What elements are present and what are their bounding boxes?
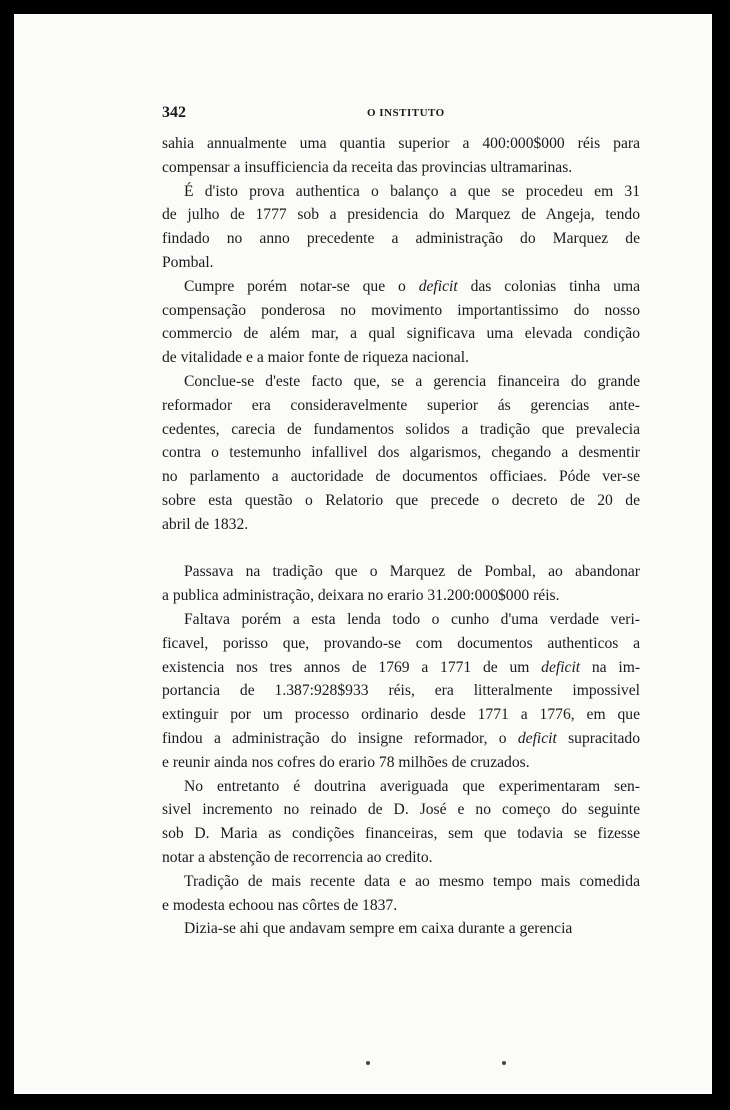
italic-term: deficit <box>541 658 581 676</box>
paragraph <box>162 775 640 870</box>
text-line: e modesta echoou nas côrtes de 1837. <box>162 896 398 914</box>
text-line: no parlamento a auctoridade de documentos officiaes. Póde ver-se <box>162 468 640 486</box>
text-line: sobre esta questão o Relatorio que precede o decreto de 20 de <box>162 491 640 509</box>
text-line: ficavel, porisso que, provando-se com documentos authenticos a <box>162 634 640 652</box>
text-line: commercio de além mar, a qual significava uma elevada condição <box>162 325 640 343</box>
paragraph <box>162 275 640 370</box>
book-page <box>14 14 712 1094</box>
text-line: Dizia-se ahi que andavam sempre em caixa durante a gerencia <box>184 920 573 938</box>
paragraph <box>162 132 640 180</box>
text-line: cedentes, carecia de fundamentos solidos a tradição que prevalecia <box>162 420 640 438</box>
text-line: a publica administração, deixara no erario 31.200:000$000 réis. <box>162 587 560 605</box>
paragraph <box>162 560 640 608</box>
text-line: Passava na tradição que o Marquez de Pombal, ao abandonar <box>184 563 640 581</box>
paragraph <box>162 180 640 275</box>
text-line: compensar a insufficiencia da receita das provincias ultramarinas. <box>162 158 573 176</box>
text-line: sahia annualmente uma quantia superior a 400:000$000 réis para <box>162 135 640 152</box>
scan-speck <box>502 1061 506 1065</box>
text-line: e reunir ainda nos cofres do erario 78 milhões de cruzados. <box>162 753 530 771</box>
text-line: extinguir por um processo ordinario desde 1771 a 1776, em que <box>162 706 640 724</box>
journal-title: O INSTITUTO <box>367 107 445 119</box>
text-line: Pombal. <box>162 253 214 271</box>
text-line: sob D. Maria as condições financeiras, sem que todavia se fizesse <box>162 825 640 843</box>
italic-term: deficit <box>418 277 458 295</box>
paragraph <box>162 917 640 941</box>
italic-term: deficit <box>517 729 557 747</box>
paragraph <box>162 870 640 918</box>
text-line: compensação ponderosa no movimento importantissimo do nosso <box>162 301 640 319</box>
paragraph-gap <box>162 537 640 561</box>
text-line: de vitalidade e a maior fonte de riqueza nacional. <box>162 349 469 367</box>
text-line: existencia nos tres annos de 1769 a 1771 de um deficit na im- <box>162 658 640 676</box>
text-line: Cumpre porém notar-se que o deficit das colonias tinha uma <box>184 277 640 295</box>
body-text <box>162 132 640 941</box>
scan-speck <box>366 1061 370 1065</box>
text-line: No entretanto é doutrina averiguada que experimentaram sen- <box>184 777 640 795</box>
text-line: Faltava porém a esta lenda todo o cunho d'uma verdade veri- <box>184 610 640 628</box>
text-line: É d'isto prova authentica o balanço a que se procedeu em 31 <box>184 182 640 200</box>
text-line: notar a abstenção de recorrencia ao credito. <box>162 848 433 866</box>
text-line: portancia de 1.387:928$933 réis, era litteralmente impossivel <box>162 682 640 700</box>
paragraph <box>162 370 640 537</box>
text-line: reformador era consideravelmente superior ás gerencias ante- <box>162 396 640 414</box>
text-line: findado no anno precedente a administração do Marquez de <box>162 230 640 248</box>
text-line: de julho de 1777 sob a presidencia do Marquez de Angeja, tendo <box>162 206 640 224</box>
text-line: Tradição de mais recente data e ao mesmo tempo mais comedida <box>184 872 640 890</box>
running-head <box>162 104 632 124</box>
text-line: sivel incremento no reinado de D. José e no começo do seguinte <box>162 801 640 819</box>
text-line: contra o testemunho infallivel dos algarismos, chegando a desmentir <box>162 444 640 462</box>
paragraph <box>162 608 640 775</box>
page-number: 342 <box>162 104 186 121</box>
text-line: findou a administração do insigne reformador, o deficit supracitado <box>162 729 640 747</box>
text-line: Conclue-se d'este facto que, se a gerencia financeira do grande <box>184 372 640 390</box>
text-line: abril de 1832. <box>162 515 249 533</box>
